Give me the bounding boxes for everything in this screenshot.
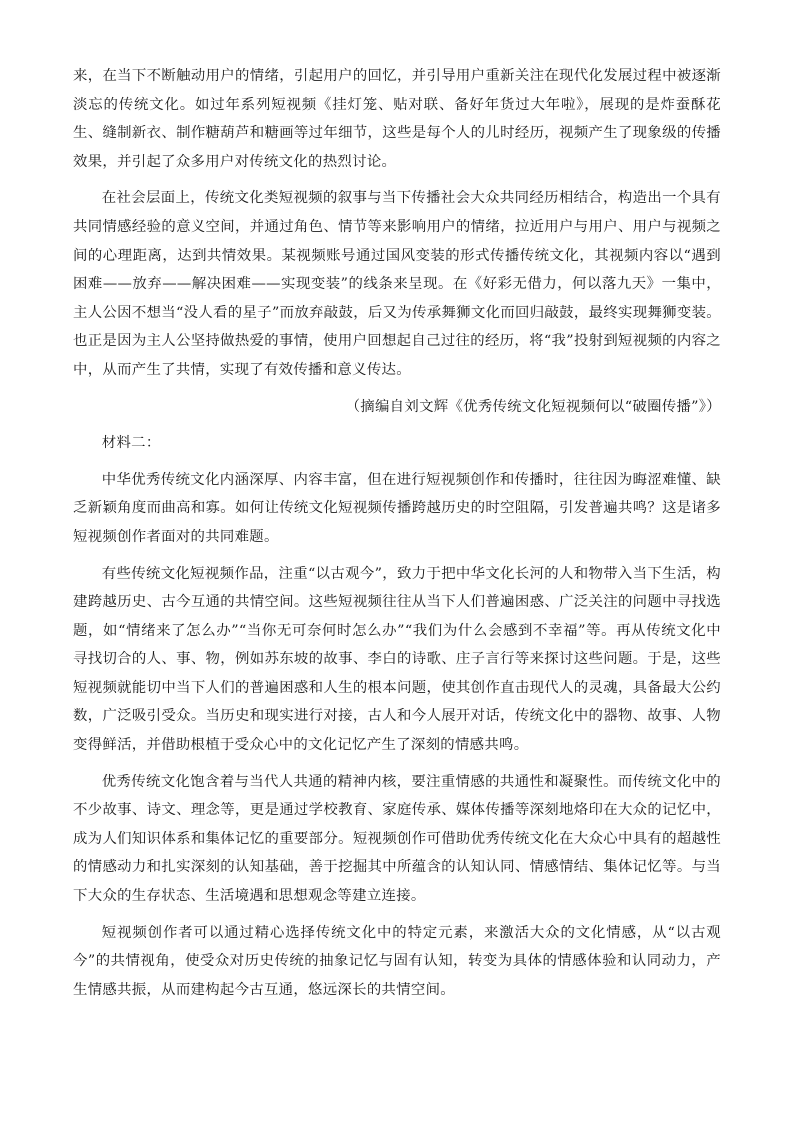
material2-heading: 材料二： [101, 435, 161, 452]
material1-source-citation: （摘编自刘文辉《优秀传统文化短视频何以“破圈传播”》） [345, 398, 721, 415]
material2-paragraph-4: 短视频创作者可以通过精心选择传统文化中的特定元素，来激活大众的文化情感，从“以古观今”的共情视角，使受众对历史传统的抽象记忆与固有认知，转变为具体的情感体验和认同动力，产生情感共振，从而建构起今古互通，悠远深长的共情空间。 [73, 924, 721, 998]
material1-paragraph-2: 在社会层面上，传统文化类短视频的叙事与当下传播社会大众共同经历相结合，构造出一个具有共同情感经验的意义空间，并通过角色、情节等来影响用户的情绪，拉近用户与用户、用户与视频之间的心理距离，达到共情效果。某视频账号通过国风变装的形式传播传统文化，其视频内容以“遇到困难——放弃——解决困难——实现变装”的线条来呈现。在《好彩无借力，何以落九天》一集中，主人公因不想当“没人看的星子”而放弃敲鼓，后又为传承舞狮文化而回归敲鼓，最终实现舞狮变装。也正是因为主人公坚持做热爱的事情，使用户回想起自己过往的经历，将“我”投射到短视频的内容之中，从而产生了共情，实现了有效传播和意义传达。 [73, 190, 721, 378]
article-body [73, 62, 721, 1012]
material2-paragraph-1: 中华优秀传统文化内涵深厚、内容丰富，但在进行短视频创作和传播时，往往因为晦涩难懂、缺乏新颖角度而曲高和寡。如何让传统文化短视频传播跨越历史的时空阻隔，引发普遍共鸣？这是诸多短视频创作者面对的共同难题。 [73, 471, 721, 545]
material1-continuation-paragraph: 来，在当下不断触动用户的情绪，引起用户的回忆，并引导用户重新关注在现代化发展过程中被逐渐淡忘的传统文化。如过年系列短视频《挂灯笼、贴对联、备好年货过大年啦》，展现的是炸蚕酥花生、缝制新衣、制作糖葫芦和糖画等过年细节，这些是每个人的儿时经历，视频产生了现象级的传播效果，并引起了众多用户对传统文化的热烈讨论。 [73, 68, 721, 170]
material2-paragraph-3: 优秀传统文化饱含着与当代人共通的精神内核，要注重情感的共通性和凝聚性。而传统文化中的不少故事、诗文、理念等，更是通过学校教育、家庭传承、媒体传播等深刻地烙印在大众的记忆中，成为人们知识体系和集体记忆的重要部分。短视频创作可借助优秀传统文化在大众心中具有的超越性的情感动力和扎实深刻的认知基础，善于挖掘其中所蕴含的认知认同、情感情结、集体记忆等。与当下大众的生存状态、生活境遇和思想观念等建立连接。 [73, 773, 721, 905]
material2-paragraph-2: 有些传统文化短视频作品，注重“以古观今”，致力于把中华文化长河的人和物带入当下生活，构建跨越历史、古今互通的共情空间。这些短视频往往从当下人们普遍困惑、广泛关注的问题中寻找选题，如“情绪来了怎么办”“当你无可奈何时怎么办”“我们为什么会感到不幸福”等。再从传统文化中寻找切合的人、事、物，例如苏东坡的故事、李白的诗歌、庄子言行等来探讨这些问题。于是，这些短视频就能切中当下人们的普遍困惑和人生的根本问题，使其创作直击现代人的灵魂，具备最大公约数，广泛吸引受众。当历史和现实进行对接，古人和今人展开对话，传统文化中的器物、故事、人物变得鲜活，并借助根植于受众心中的文化记忆产生了深刻的情感共鸣。 [73, 565, 721, 754]
